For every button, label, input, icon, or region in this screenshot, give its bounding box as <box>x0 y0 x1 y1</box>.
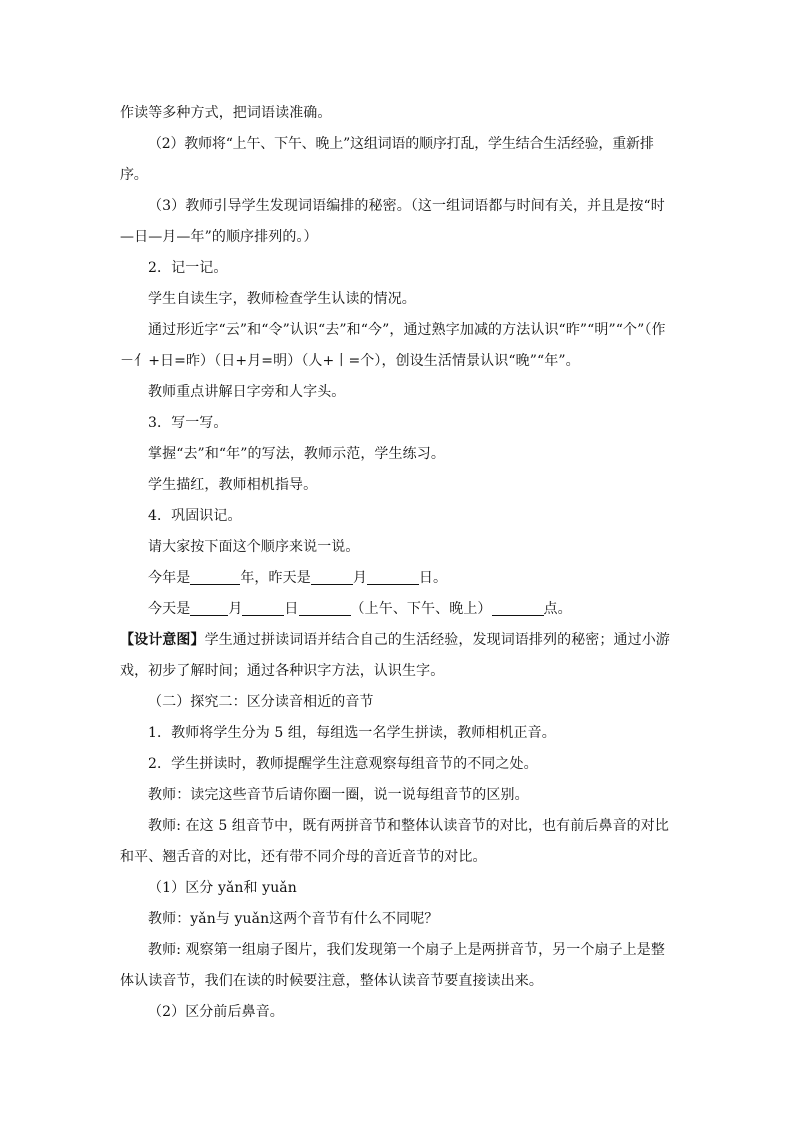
blank-line <box>367 568 419 585</box>
blank-line <box>242 599 284 616</box>
paragraph-tracing: 学生描红，教师相机指导。 <box>148 477 318 493</box>
paragraph-reading-methods: 作读等多种方式，把词语读准确。 <box>120 105 332 121</box>
fill-text: 今年是 <box>148 570 191 586</box>
blank-line <box>190 568 240 585</box>
paragraph-writing-practice: 掌握“去”和“年”的写法，教师示范，学生练习。 <box>148 446 445 462</box>
design-intent-text: 学生通过拼读词语并结合自己的生活经验，发现词语排列的秘密；通过小游戏，初步了解时间；通过各种识字方法，认识生字。 <box>120 632 670 679</box>
paragraph-teacher-circle: 教师：读完这些音节后请你圈一圈，说一说每组音节的区别。 <box>148 787 529 803</box>
fill-text: 今天是 <box>148 601 191 617</box>
paragraph-teacher-question: 教师：yǎn与 yuǎn这两个音节有什么不同呢？ <box>148 911 439 927</box>
fill-text: 年，昨天是 <box>240 570 311 586</box>
design-intent-label: 【设计意图】 <box>120 632 205 648</box>
paragraph-reorder-words: （2）教师将“上午、下午、晚上”这组词语的顺序打乱，学生结合生活经验，重新排序。 <box>120 136 654 183</box>
heading-consolidate: 4．巩固识记。 <box>148 508 242 524</box>
fill-text: 月 <box>228 601 243 617</box>
paragraph-discover-secret: （3）教师引导学生发现词语编排的秘密。（这一组词语都与时间有关，并且是按“时—日—月—年”的顺序排列的。） <box>120 198 665 245</box>
paragraph-radicals: 教师重点讲解日字旁和人字头。 <box>148 384 346 400</box>
heading-distinguish-yan: （1）区分 yǎn和 yuǎn <box>148 880 297 896</box>
fill-in-sentence-today <box>120 594 676 625</box>
blank-line <box>299 599 351 616</box>
fill-in-sentence-year <box>120 563 676 594</box>
paragraph-self-read: 学生自读生字，教师检查学生认读的情况。 <box>148 291 416 307</box>
fill-text: 月 <box>352 570 367 586</box>
paragraph-design-intent <box>120 625 676 687</box>
heading-remember: 2．记一记。 <box>148 260 228 276</box>
paragraph-say-order: 请大家按下面这个顺序来说一说。 <box>148 539 360 555</box>
heading-explore-two: （二）探究二：区分读音相近的音节 <box>148 694 374 710</box>
fill-text: 点。 <box>543 601 572 617</box>
fill-text: 日 <box>284 601 299 617</box>
paragraph-observe: 2．学生拼读时，教师提醒学生注意观察每组音节的不同之处。 <box>148 756 538 772</box>
fill-text: （上午、下午、晚上） <box>350 601 492 617</box>
fill-text: 日。 <box>418 570 448 586</box>
document-body <box>120 98 676 1028</box>
heading-write: 3．写一写。 <box>148 415 228 431</box>
paragraph-groups: 1．教师将学生分为 5 组，每组选一名学生拼读，教师相机正音。 <box>148 725 556 741</box>
paragraph-teacher-contrast: 教师: 在这 5 组音节中，既有两拼音节和整体认读音节的对比，也有前后鼻音的对比和平、翘舌音的对比，还有带不同介母的音近音节的对比。 <box>120 818 669 865</box>
paragraph-teacher-fan: 教师: 观察第一组扇子图片，我们发现第一个扇子上是两拼音节，另一个扇子上是整体认读音节，我们在读的时候要注意，整体认读音节要直接读出来。 <box>120 942 665 989</box>
paragraph-character-methods: 通过形近字“云”和“令”认识“去”和“今”，通过熟字加减的方法认识“昨”“明”“个”（作－亻+日=昨）（日+月=明）（人+丨=个），创设生活情景认识“晚”“年”。 <box>120 322 666 369</box>
heading-nasal: （2）区分前后鼻音。 <box>148 1004 284 1020</box>
blank-line <box>492 599 544 616</box>
blank-line <box>190 599 228 616</box>
blank-line <box>311 568 353 585</box>
